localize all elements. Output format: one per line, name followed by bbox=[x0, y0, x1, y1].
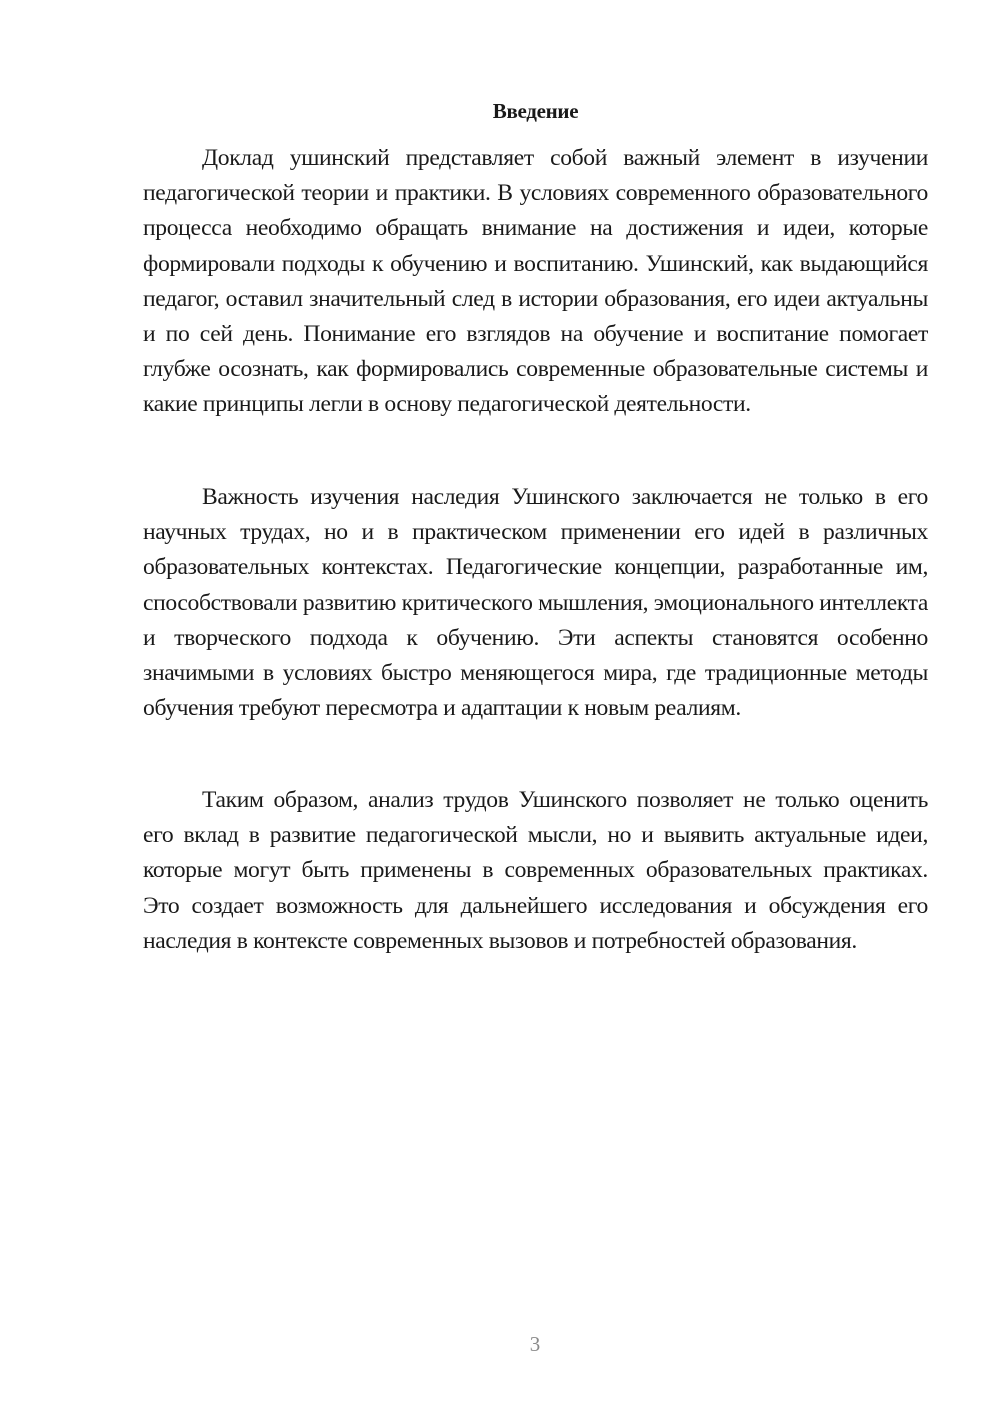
paragraph-intro: Доклад ушинский представляет собой важный элемент в изучении педагогической теории и практики. В условиях современного образовательного процесса необходимо обращать внимание на достижения и идеи, которые формировали подходы к обучению и воспитанию. Ушинский, как выдающийся педагог, оставил значительный след в истории образования, его идеи актуальны и по сей день. Понимание его взглядов на обучение и воспитание помогает глубже осознать, как формировались современные образовательные системы и какие принципы легли в основу педагогической деятельности. bbox=[143, 145, 928, 418]
paragraph-importance: Важность изучения наследия Ушинского заключается не только в его научных трудах, но и в практическом применении его идей в различных образовательных контекстах. Педагогические концепции, разработанные им, способствовали развитию критического мышления, эмоционального интеллекта и творческого подхода к обучению. Эти аспекты становятся особенно значимыми в условиях быстро меняющегося мира, где традиционные методы обучения требуют пересмотра и адаптации к новым реалиям. bbox=[143, 484, 928, 722]
section-title: Введение bbox=[492, 99, 579, 123]
page-number: 3 bbox=[529, 1332, 541, 1356]
paragraph-conclusion: Таким образом, анализ трудов Ушинского позволяет не только оценить его вклад в развитие педагогической мысли, но и выявить актуальные идеи, которые могут быть применены в современных образовательных практиках. Это создает возможность для дальнейшего исследования и обсуждения его наследия в контексте современных вызовов и потребностей образования. bbox=[143, 787, 928, 954]
